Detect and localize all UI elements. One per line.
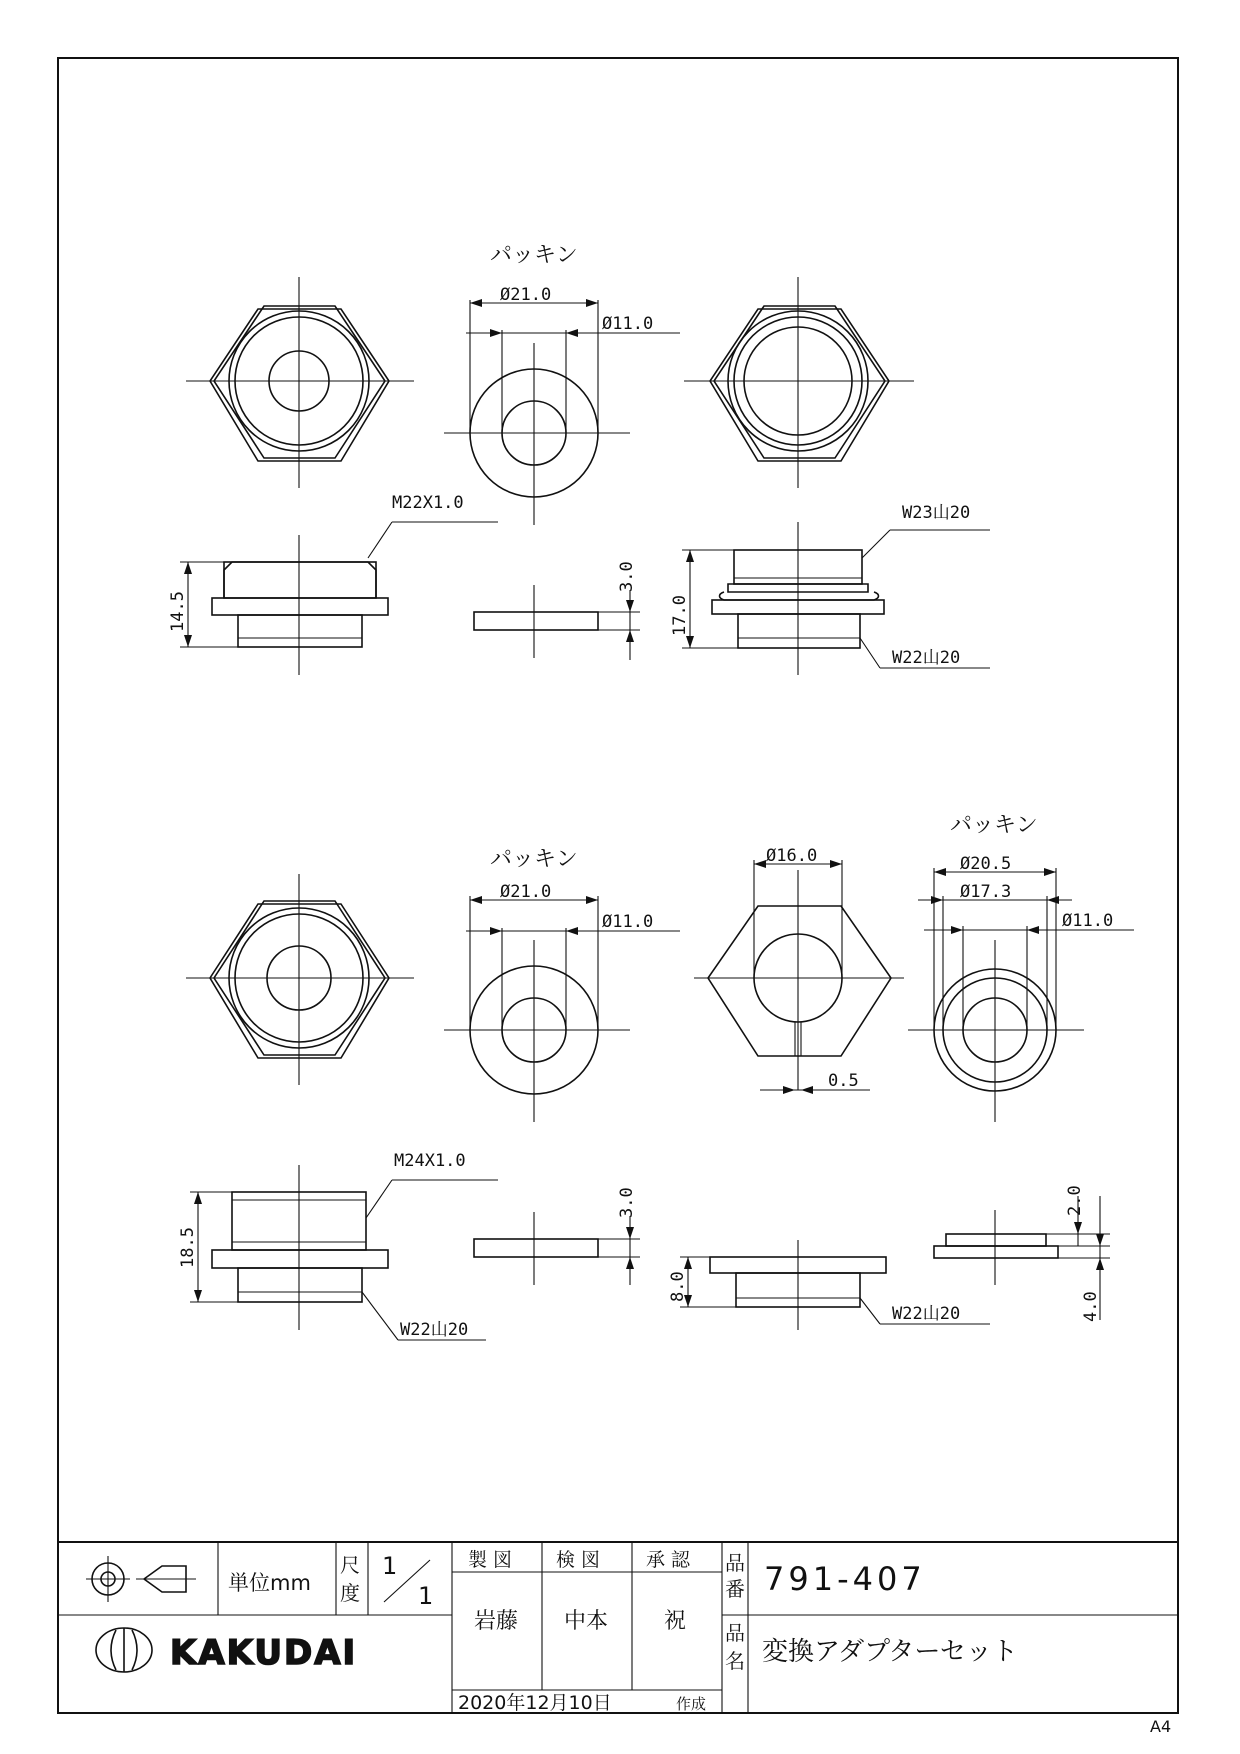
- dim-h145: 14.5: [168, 591, 188, 632]
- dim-d173: Ø17.3: [960, 882, 1012, 902]
- part-name-label-2: 名: [725, 1649, 745, 1673]
- packing-label-2: パッキン: [490, 847, 578, 872]
- dim-h40: 4.0: [1081, 1291, 1101, 1322]
- dim-d16: Ø16.0: [766, 846, 818, 866]
- part-no-label-2: 番: [725, 1577, 745, 1601]
- dim-d21-a: Ø21.0: [500, 285, 552, 305]
- dim-w22-b: W22山20: [400, 1320, 469, 1340]
- dim-m22: M22X1.0: [392, 493, 464, 513]
- part-number: 791-407: [764, 1560, 926, 1598]
- dim-h80: 8.0: [668, 1271, 688, 1302]
- packing-side-view-1: [474, 561, 640, 660]
- packing-label-3: パッキン: [950, 813, 1038, 838]
- sheet-size: A4: [1150, 1717, 1172, 1736]
- unit-label: 単位mm: [228, 1571, 311, 1595]
- hex-nut-top-view-2: [684, 277, 914, 488]
- scale-label-1: 尺: [340, 1553, 360, 1577]
- part-no-label-1: 品: [725, 1551, 745, 1575]
- dim-h170: 17.0: [670, 595, 690, 636]
- packing-side-view-3: [934, 1185, 1110, 1322]
- dim-w22-a: W22山20: [892, 648, 961, 668]
- scale-label-2: 度: [340, 1581, 360, 1605]
- dim-h20: 2.0: [1065, 1185, 1085, 1216]
- dim-d11-a: Ø11.0: [602, 314, 654, 334]
- dim-d21-b: Ø21.0: [500, 882, 552, 902]
- adapter-side-view-3: [178, 1151, 498, 1340]
- packing-label-1: パッキン: [490, 243, 578, 268]
- dim-w23: W23山20: [902, 503, 971, 523]
- packing-top-view-3: [908, 813, 1134, 1122]
- approved-by: 祝: [664, 1609, 687, 1634]
- made-by: 岩藤: [474, 1609, 519, 1634]
- dim-h30-b: 3.0: [617, 1187, 637, 1218]
- brand-name: KAKUDAI: [170, 1633, 358, 1673]
- slotted-hex-top-view: [694, 846, 904, 1094]
- dim-d205: Ø20.5: [960, 854, 1012, 874]
- part-name-label-1: 品: [725, 1621, 745, 1645]
- approved-label: 承 認: [646, 1549, 691, 1571]
- packing-side-view-2: [474, 1187, 640, 1285]
- part-name: 変換アダプターセット: [762, 1637, 1018, 1667]
- adapter-side-view-1: [168, 493, 498, 675]
- kakudai-logo: [96, 1628, 152, 1672]
- scale-denominator: 1: [418, 1582, 434, 1610]
- packing-top-view-2: [444, 847, 680, 1122]
- dim-m24: M24X1.0: [394, 1151, 466, 1171]
- adapter-side-view-2: [670, 503, 990, 675]
- dim-gap05: 0.5: [828, 1071, 859, 1091]
- scale-numerator: 1: [382, 1552, 398, 1580]
- hex-nut-top-view-1: [186, 277, 414, 488]
- dim-w22-c: W22山20: [892, 1304, 961, 1324]
- projection-symbol-icon: [86, 1556, 196, 1602]
- checked-label: 検 図: [556, 1549, 601, 1571]
- dim-h185: 18.5: [178, 1227, 198, 1268]
- checked-by: 中本: [564, 1609, 609, 1634]
- dim-d11-b: Ø11.0: [602, 912, 654, 932]
- drawing-date: 2020年12月10日: [458, 1692, 612, 1714]
- created-label: 作成: [676, 1695, 707, 1713]
- title-block: [58, 1542, 1178, 1714]
- dim-h30-a: 3.0: [617, 561, 637, 592]
- dim-d11-c: Ø11.0: [1062, 911, 1114, 931]
- hex-nut-top-view-3: [186, 874, 414, 1085]
- adapter-side-view-4: [668, 1240, 990, 1330]
- made-label: 製 図: [468, 1549, 513, 1571]
- packing-top-view-1: [444, 243, 680, 525]
